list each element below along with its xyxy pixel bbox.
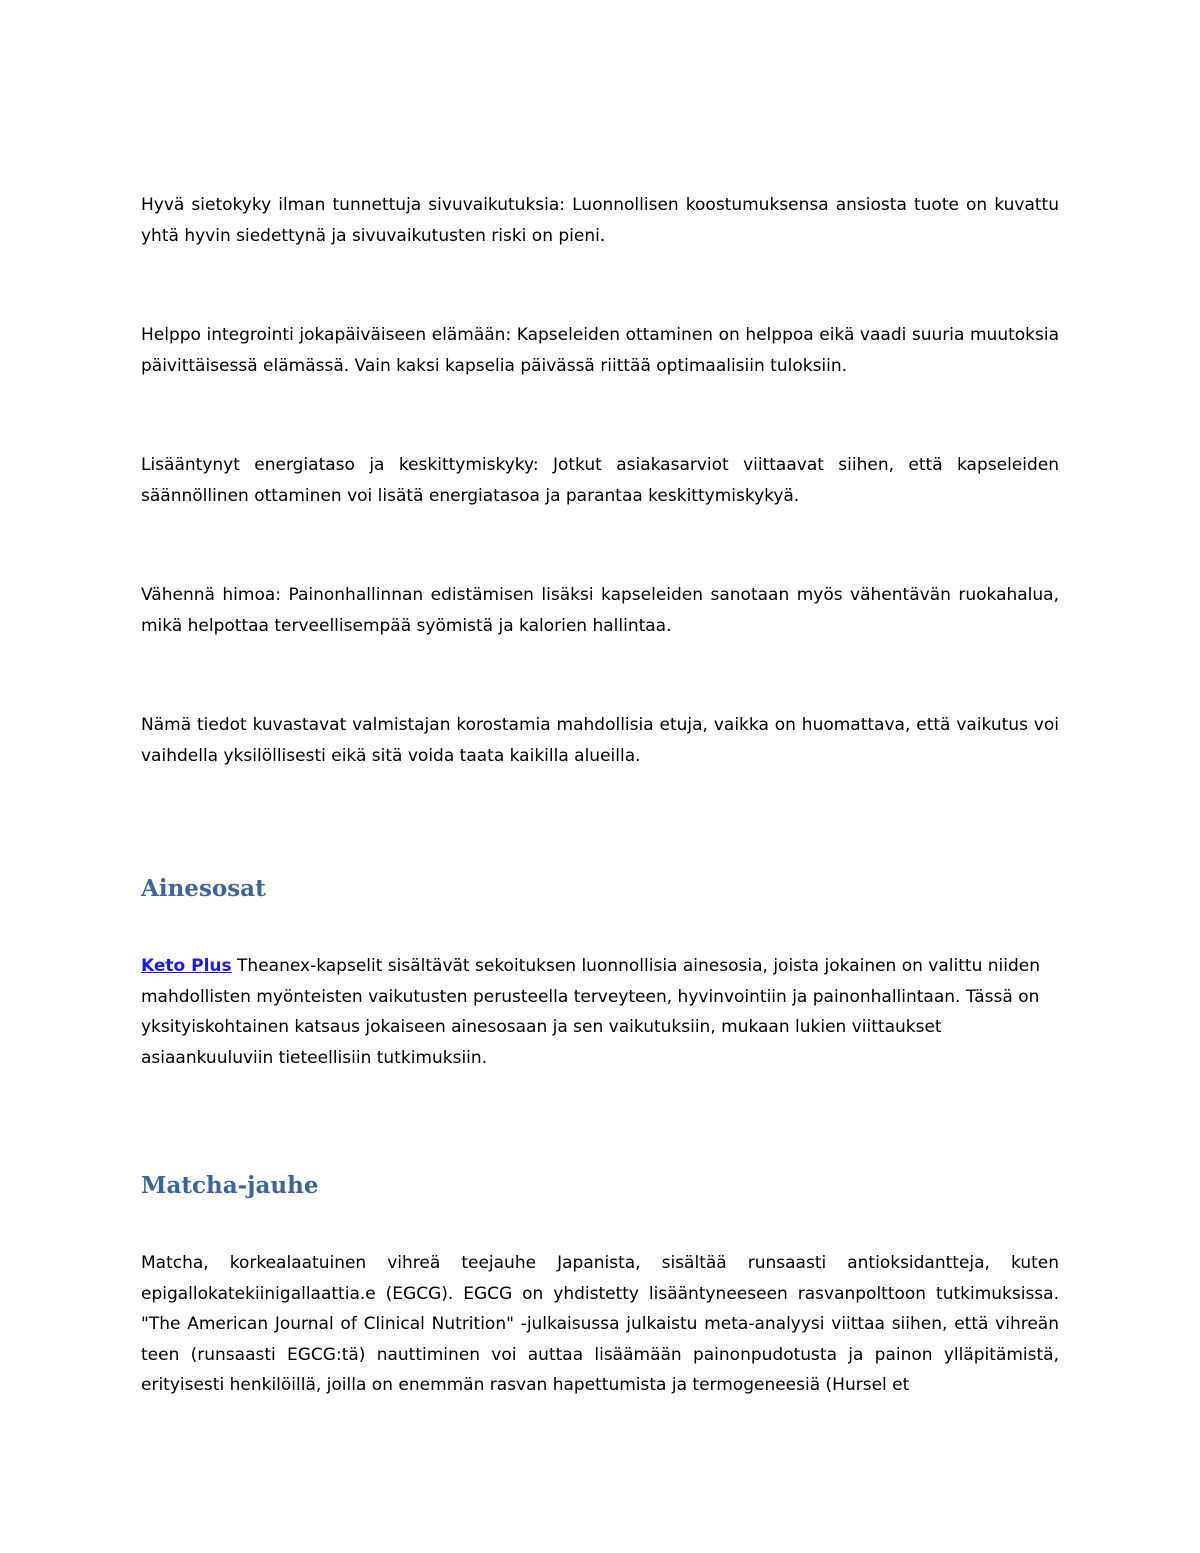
ainesosat-paragraph <box>141 951 1059 1073</box>
benefit-paragraph-energy: Lisääntynyt energiataso ja keskittymiskyky: Jotkut asiakasarviot viittaavat siihen, että kapseleiden säännöllinen ottaminen voi lisätä energiatasoa ja parantaa keskittymiskykyä. <box>141 455 1059 506</box>
matcha-heading: Matcha-jauhe <box>141 1172 319 1199</box>
benefit-paragraph-integration: Helppo integrointi jokapäiväiseen elämään: Kapseleiden ottaminen on helppoa eikä vaadi suuria muutoksia päivittäisessä elämässä. Vain kaksi kapselia päivässä riittää optimaalisiin tuloksiin. <box>141 325 1059 376</box>
benefit-paragraph-cravings: Vähennä himoa: Painonhallinnan edistämisen lisäksi kapseleiden sanotaan myös vähentävän ruokahalua, mikä helpottaa terveellisempää syömistä ja kalorien hallintaa. <box>141 585 1059 636</box>
disclaimer-paragraph: Nämä tiedot kuvastavat valmistajan korostamia mahdollisia etuja, vaikka on huomattava, että vaikutus voi vaihdella yksilöllisesti eikä sitä voida taata kaikilla alueilla. <box>141 715 1059 766</box>
ainesosat-heading: Ainesosat <box>141 875 266 902</box>
document-page <box>141 190 1059 1401</box>
ainesosat-body-text: Theanex-kapselit sisältävät sekoituksen luonnollisia ainesosia, joista jokainen on valittu niiden mahdollisten myönteisten vaikutusten perusteella terveyteen, hyvinvointiin ja painonhallintaan. Tässä on yksityiskohtainen katsaus jokaiseen ainesosaan ja sen vaikutuksiin, mukaan lukien viittaukset asiaankuuluviin tieteellisiin tutkimuksiin. <box>141 956 1040 1068</box>
benefit-paragraph-tolerance: Hyvä sietokyky ilman tunnettuja sivuvaikutuksia: Luonnollisen koostumuksensa ansiosta tuote on kuvattu yhtä hyvin siedettynä ja sivuvaikutusten riski on pieni. <box>141 195 1059 246</box>
matcha-paragraph: Matcha, korkealaatuinen vihreä teejauhe Japanista, sisältää runsaasti antioksidantteja, kuten epigallokatekiinigallaattia.e (EGCG). EGCG on yhdistetty lisääntyneeseen rasvanpolttoon tutkimuksissa. "The American Journal of Clinical Nutrition" -julkaisussa julkaistu meta-analyysi viittaa siihen, että vihreän teen (runsaasti EGCG:tä) nauttiminen voi auttaa lisäämään painonpudotusta ja painon ylläpitämistä, erityisesti henkilöillä, joilla on enemmän rasvan hapettumista ja termogeneesiä (Hursel et <box>141 1253 1059 1395</box>
keto-plus-link[interactable]: Keto Plus <box>141 956 232 976</box>
